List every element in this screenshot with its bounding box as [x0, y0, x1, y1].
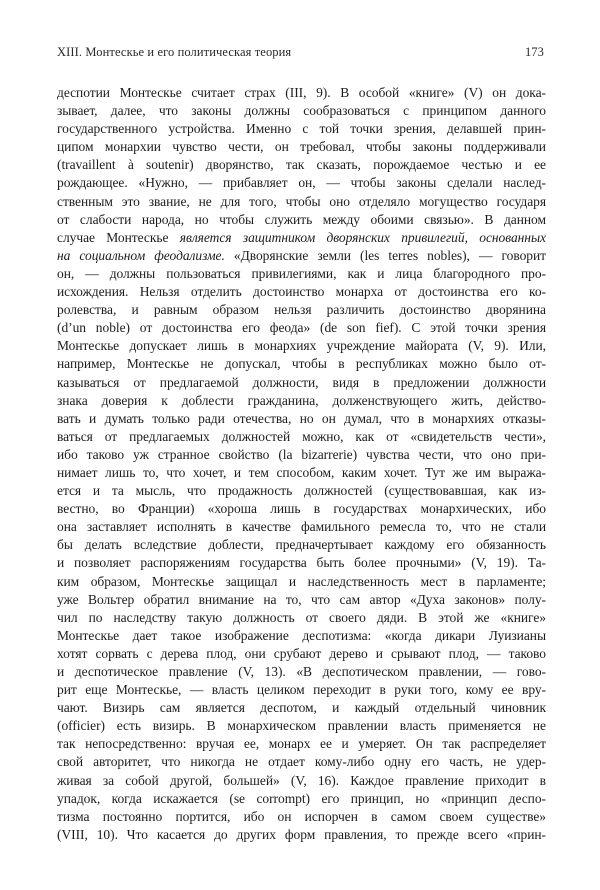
- chapter-title: XIII. Монтескье и его политическая теория: [57, 45, 292, 59]
- text-line: государственного устройства. Именно с той точки зрения, делавшей прин-: [57, 121, 546, 137]
- text-line: живая за собой другой, большей» (V, 16). Каждое правление приходит в: [57, 772, 546, 788]
- text-line: вать и думать только ради отечества, но он думал, что в монархиях отказы-: [57, 410, 546, 426]
- text-line: от слабости народа, но чтобы служить между обоими связью». В данном: [57, 211, 546, 227]
- text-line: деспотии Монтескье считает страх (III, 9). В особой «книге» (V) он дока-: [57, 85, 546, 100]
- text-line: (travaillent à soutenir) дворянство, так сказать, порождаемое честью и ее: [57, 157, 546, 173]
- text-line: случае Монтескье является защитником дворянских привилегий, основанных: [57, 229, 546, 245]
- text-line: Монтескье допускает лишь в монархиях учреждение майората (V, 9). Или,: [57, 338, 546, 354]
- text-line: (VIII, 10). Что касается до других форм правления, то прежде всего «прин-: [57, 826, 546, 842]
- running-head: [57, 45, 544, 60]
- text-line: ким образом, Монтескье защищал и наследственность мест в парламенте;: [57, 573, 546, 589]
- text-line: казываться от предлагаемой должности, видя в предложении должности: [57, 374, 546, 390]
- page-number: 173: [524, 45, 544, 59]
- text-line: ибо таково уж странное свойство (la bizarrerie) чувства чести, что оно при-: [57, 446, 546, 462]
- text-line: ципом монархии чувство чести, он требовал, чтобы законы поддерживали: [57, 139, 546, 155]
- text-line: (officier) есть визирь. В монархическом правлении власть применяется не: [57, 718, 546, 734]
- text-line: чил по наследству такую должность от своего дяди. В этой же «книге»: [57, 609, 546, 625]
- text-line: (d’un noble) от достоинства его феода» (de son fief). С этой точки зрения: [57, 320, 546, 336]
- text-line: и деспотическое правление (V, 13). «В деспотическом правлении, — гово-: [57, 664, 546, 679]
- text-line: она заставляет исполнять в качестве фамильного ремесла то, что не стали: [57, 519, 546, 535]
- text-line: так непосредственно: вручая ее, монарх ее и умеряет. Он так распределяет: [57, 736, 546, 752]
- text-line: свой авторитет, что никогда не отдает кому-либо одну его часть, не удер-: [57, 754, 546, 770]
- text-line: бы делать вследствие доблести, предначертывает каждому его обязанность: [57, 537, 546, 553]
- text-line: ственным это звание, не для того, чтобы оно отделяло могущество государя: [57, 193, 546, 209]
- text-line: чают. Визирь сам является деспотом, и каждый отдельный чиновник: [57, 700, 546, 716]
- text-line: уже Вольтер обратил внимание на то, что сам автор «Духа законов» полу-: [57, 591, 546, 607]
- text-line: ваться от предлагаемых должностей можно, как от «свидетельств чести»,: [57, 428, 546, 444]
- text-line: рит еще Монтескье, — власть целиком переходит в руки того, кому ее вру-: [57, 682, 546, 698]
- text-line: ролевства, и равным образом нельзя различить достоинство дворянина: [57, 302, 546, 318]
- text-line: и позволяет распоряжениям государства быть более прочными» (V, 19). Та-: [57, 555, 546, 571]
- text-line: на социальном феодализме. «Дворянские земли (les terres nobles), — говорит: [57, 247, 546, 263]
- text-line: нимает лишь то, что хочет, и тем способом, каким хочет. Тут же им выража-: [57, 464, 546, 480]
- text-line: рождающее. «Нужно, — прибавляет он, — чтобы законы сделали наслед-: [57, 175, 546, 191]
- text-line: знака доверия к доблести гражданина, долженствующего жить, действо-: [57, 392, 546, 408]
- text-line: например, Монтескье не допускал, чтобы в республиках можно было от-: [57, 356, 546, 372]
- text-line: упадок, когда искажается (se corrompt) его принцип, но «принцип деспо-: [57, 790, 546, 806]
- text-line: хотят сорвать с дерева плод, они срубают дерево и срывают плод, — таково: [57, 645, 546, 661]
- text-line: он, — должны пользоваться привилегиями, как и лица благородного про-: [57, 265, 546, 281]
- text-line: зывает, далее, что законы должны сообразоваться с принципом данного: [57, 103, 546, 119]
- text-line: исхождения. Нельзя отделить достоинство монарха от достоинства его ко-: [57, 284, 546, 300]
- text-line: тизма постоянно портится, ибо он испорчен в самом своем существе»: [57, 808, 546, 824]
- text-line: вестно, во Франции) «хороша лишь в государствах монархических, ибо: [57, 501, 546, 517]
- text-line: Монтескье дает такое изображение деспотизма: «когда дикари Луизианы: [57, 627, 546, 643]
- text-line: ется и та мысль, что продажность должностей (существовавшая, как из-: [57, 483, 546, 499]
- body-text: [57, 84, 546, 844]
